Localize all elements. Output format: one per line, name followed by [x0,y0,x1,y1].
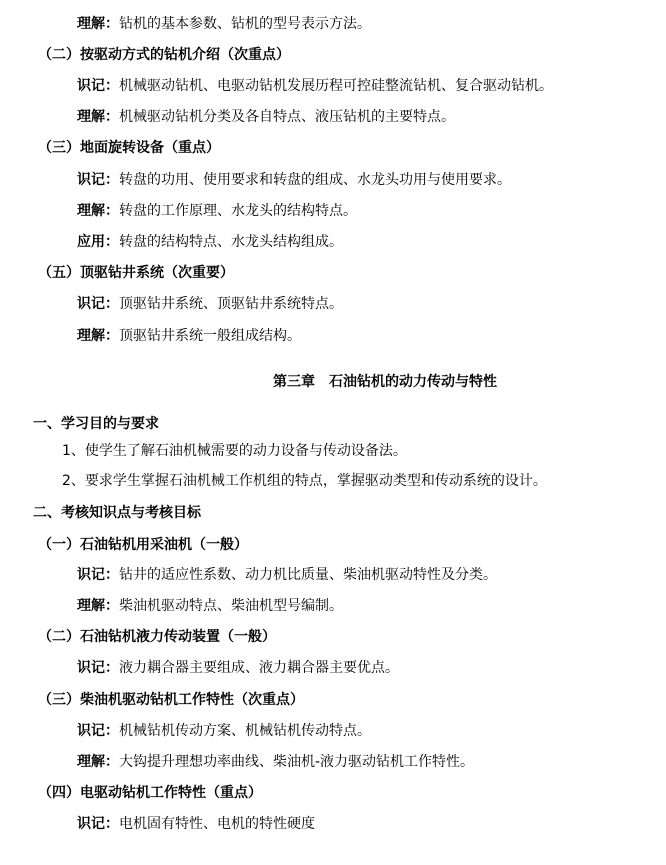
detail-label: 识记： [77,816,119,832]
detail-label: 识记： [77,660,119,676]
detail-line [77,201,357,221]
detail-line [77,170,511,190]
detail-text: 钻井的适应性系数、动力机比质量、柴油机驱动特性及分类。 [119,567,497,583]
detail-text: 顶驱钻井系统、顶驱钻井系统特点。 [119,296,343,312]
detail-label: 理解： [77,203,119,219]
subsection-heading: （三）地面旋转设备（重点） [38,140,220,156]
detail-line [77,294,343,314]
detail-label: 识记： [77,723,119,739]
section-heading: 二、考核知识点与考核目标 [33,505,201,521]
detail-text: 电机固有特性、电机的特性硬度 [119,816,315,832]
detail-line [77,326,301,346]
detail-label: 应用： [77,234,119,250]
detail-label: 理解： [77,598,119,614]
detail-line [77,76,553,96]
detail-label: 理解： [77,16,119,32]
section-heading: 一、学习目的与要求 [33,416,159,432]
detail-text: 顶驱钻井系统一般组成结构。 [119,328,301,344]
detail-text: 钻机的基本参数、钻机的型号表示方法。 [119,16,371,32]
subsection-heading: （二）按驱动方式的钻机介绍（次重点） [38,47,290,63]
detail-label: 识记： [77,567,119,583]
subsection-heading: （四）电驱动钻机工作特性（重点） [38,785,262,801]
detail-line [77,565,497,585]
detail-label: 理解： [77,754,119,770]
numbered-item: 2、要求学生掌握石油机械工作机组的特点，掌握驱动类型和传动系统的设计。 [62,473,547,489]
detail-label: 理解： [77,109,119,125]
detail-label: 识记： [77,296,119,312]
subsection-heading: （三）柴油机驱动钻机工作特性（次重点） [38,692,304,708]
detail-label: 识记： [77,78,119,94]
detail-line [77,596,343,616]
detail-line [77,107,455,127]
numbered-item: 1、使学生了解石油机械需要的动力设备与传动设备法。 [62,443,407,459]
detail-label: 理解： [77,328,119,344]
detail-text: 转盘的工作原理、水龙头的结构特点。 [119,203,357,219]
detail-text: 柴油机驱动特点、柴油机型号编制。 [119,598,343,614]
detail-text: 机械驱动钻机、电驱动钻机发展历程可控硅整流钻机、复合驱动钻机。 [119,78,553,94]
chapter-title: 第三章 石油钻机的动力传动与特性 [273,374,497,390]
detail-line [77,14,371,34]
detail-text: 机械钻机传动方案、机械钻机传动特点。 [119,723,371,739]
subsection-heading: （二）石油钻机液力传动装置（一般） [38,629,276,645]
detail-label: 识记： [77,172,119,188]
detail-text: 大钩提升理想功率曲线、柴油机-液力驱动钻机工作特性。 [119,754,475,770]
detail-line [77,232,343,252]
subsection-heading: （五）顶驱钻井系统（次重要） [38,265,234,281]
subsection-heading: （一）石油钻机用采油机（一般） [38,537,248,553]
detail-text: 转盘的结构特点、水龙头结构组成。 [119,234,343,250]
detail-line [77,658,399,678]
detail-line [77,814,315,834]
detail-text: 转盘的功用、使用要求和转盘的组成、水龙头功用与使用要求。 [119,172,511,188]
detail-line [77,721,371,741]
detail-line [77,752,474,772]
detail-text: 机械驱动钻机分类及各自特点、液压钻机的主要特点。 [119,109,455,125]
detail-text: 液力耦合器主要组成、液力耦合器主要优点。 [119,660,399,676]
